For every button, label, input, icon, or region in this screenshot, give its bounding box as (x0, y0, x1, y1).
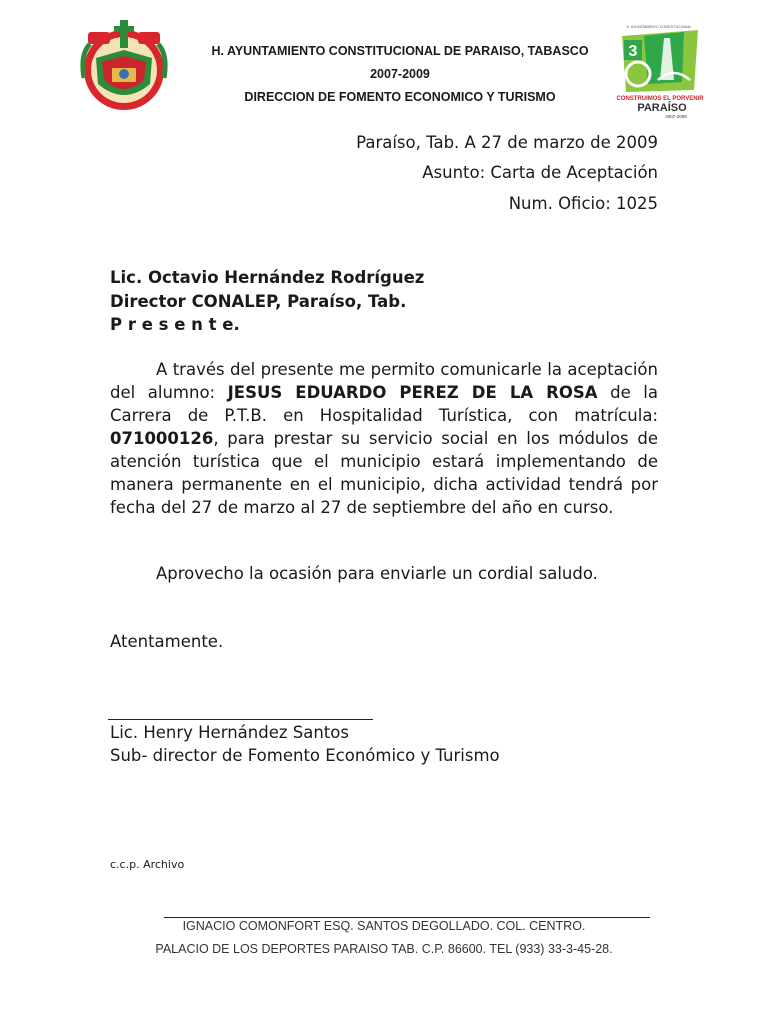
header-title: H. AYUNTAMIENTO CONSTITUCIONAL DE PARAISO, TABASCO (211, 44, 589, 58)
paraiso-administration-logo (614, 22, 704, 120)
header-years: 2007-2009 (370, 67, 430, 81)
logo-top-text: H. AYUNTAMIENTO CONSTITUCIONAL (626, 25, 692, 29)
student-name: JESUS EDUARDO PEREZ DE LA ROSA (227, 383, 598, 402)
letter-number: Num. Oficio: 1025 (508, 194, 658, 213)
signer-name: Lic. Henry Hernández Santos (110, 723, 349, 742)
paragraph-1-middle: de la Carrera de P.T.B. en Hospitalidad Turística, con matrícula: (110, 383, 658, 425)
body-paragraph-2: Aprovecho la ocasión para enviarle un cordial saludo. (156, 564, 598, 583)
body-paragraph-1 (110, 358, 658, 519)
paragraph-1-end: , para prestar su servicio social en los módulos de atención turística que el municipio estará implementando de manera permanente en el municipio, dicha actividad tendrá por fecha del 27 de marzo al 27 de septiembre del año en curso. (110, 429, 658, 517)
recipient-name: Lic. Octavio Hernández Rodríguez (110, 268, 425, 287)
letter-subject: Asunto: Carta de Aceptación (422, 163, 658, 182)
student-matricula: 071000126 (110, 429, 214, 448)
closing: Atentamente. (110, 632, 224, 651)
logo-slogan: CONSTRUIMOS EL PORVENIR (616, 96, 704, 102)
header-department: DIRECCION DE FOMENTO ECONOMICO Y TURISMO (244, 90, 556, 104)
footer-contact: PALACIO DE LOS DEPORTES PARAISO TAB. C.P. 86600. TEL (933) 33-3-45-28. (155, 942, 613, 956)
signature-line (108, 719, 373, 720)
logo-years: 2007-2009 (665, 114, 687, 119)
ccp-note: c.c.p. Archivo (110, 858, 185, 871)
letter-date: Paraíso, Tab. A 27 de marzo de 2009 (356, 133, 658, 152)
recipient-presente: P r e s e n t e. (110, 315, 240, 334)
recipient-title: Director CONALEP, Paraíso, Tab. (110, 292, 407, 311)
logo-name: PARAÍSO (637, 102, 687, 114)
paragraph-1-intro: A través del presente me permito comunicarle la aceptación del alumno: (110, 360, 658, 402)
footer-address: IGNACIO COMONFORT ESQ. SANTOS DEGOLLADO. COL. CENTRO. (182, 919, 586, 933)
footer-divider (164, 917, 650, 918)
signer-title: Sub- director de Fomento Económico y Turismo (110, 746, 500, 765)
logo-number: 3 (628, 43, 638, 60)
